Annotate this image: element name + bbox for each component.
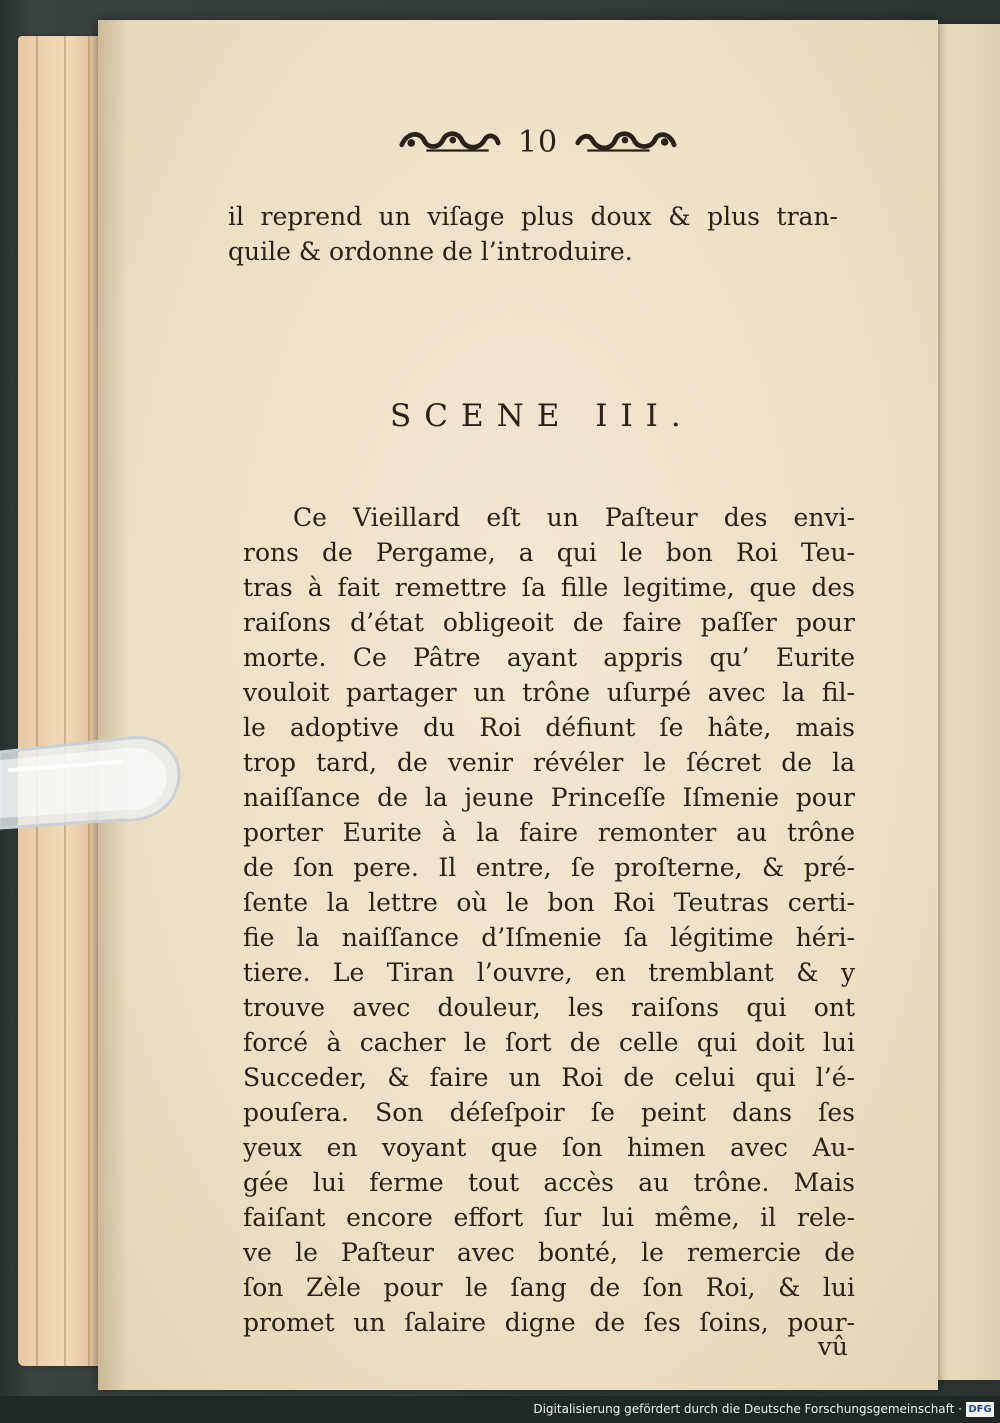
text-line: trop tard, de venir révéler le ſécret de la — [243, 748, 855, 777]
text-line: porter Eurite à la faire remonter au trône — [243, 818, 855, 847]
page-clip-icon — [0, 730, 182, 830]
text-line: Ce Vieillard eſt un Paſteur des envi- — [293, 503, 855, 532]
text-line: quile & ordonne de l’introduire. — [228, 237, 633, 266]
text-line: raiſons d’état obligeoit de faire paſſer pour — [243, 608, 855, 637]
text-line: Succeder, & faire un Roi de celui qui l’é- — [243, 1063, 855, 1092]
text-line: ſon Zèle pour le ſang de ſon Roi, & lui — [243, 1273, 855, 1302]
funding-credit: Digitalisierung gefördert durch die Deutsche Forschungsgemeinschaft · — [533, 1402, 962, 1416]
text-line: fie la naiſſance d’Iſmenie ſa légitime héri- — [243, 923, 855, 952]
text-line: il reprend un viſage plus doux & plus tran- — [228, 202, 838, 231]
text-line: forcé à cacher le ſort de celle qui doit lui — [243, 1028, 855, 1057]
scene-heading: SCENE III. — [390, 398, 694, 434]
text-line: gée lui ferme tout accès au trône. Mais — [243, 1168, 855, 1197]
text-line: ſente la lettre où le bon Roi Teutras certi- — [243, 888, 855, 917]
text-line: faiſant encore effort ſur lui même, il rele- — [243, 1203, 855, 1232]
text-line: le adoptive du Roi défiunt ſe hâte, mais — [243, 713, 855, 742]
text-line: tras à fait remettre ſa fille legitime, que des — [243, 573, 855, 602]
page-number: 10 — [517, 124, 559, 160]
catchword: vû — [817, 1332, 848, 1361]
text-line: morte. Ce Pâtre ayant appris qu’ Eurite — [243, 643, 855, 672]
text-line: ve le Paſteur avec bonté, le remercie de — [243, 1238, 855, 1267]
left-ornament-icon — [398, 127, 502, 157]
book-page — [98, 20, 938, 1390]
continuation-paragraph — [228, 199, 838, 269]
text-line: yeux en voyant que ſon himen avec Au- — [243, 1133, 855, 1162]
dfg-logo: DFG — [966, 1402, 994, 1417]
text-line: vouloit partager un trône uſurpé avec la fil- — [243, 678, 855, 707]
scene-paragraph — [243, 500, 855, 1340]
text-line: trouve avec douleur, les raiſons qui ont — [243, 993, 855, 1022]
text-line: tiere. Le Tiran l’ouvre, en tremblant & y — [243, 958, 855, 987]
text-line: de ſon pere. Il entre, ſe proſterne, & pré- — [243, 853, 855, 882]
text-line: pouſera. Son déſeſpoir ſe peint dans ſes — [243, 1098, 855, 1127]
page-header — [398, 120, 678, 164]
text-line: promet un ſalaire digne de ſes ſoins, pour- — [243, 1308, 855, 1337]
right-ornament-icon — [574, 127, 678, 157]
text-line: naiſſance de la jeune Princeſſe Iſmenie pour — [243, 783, 855, 812]
text-line: rons de Pergame, a qui le bon Roi Teu- — [243, 538, 855, 567]
